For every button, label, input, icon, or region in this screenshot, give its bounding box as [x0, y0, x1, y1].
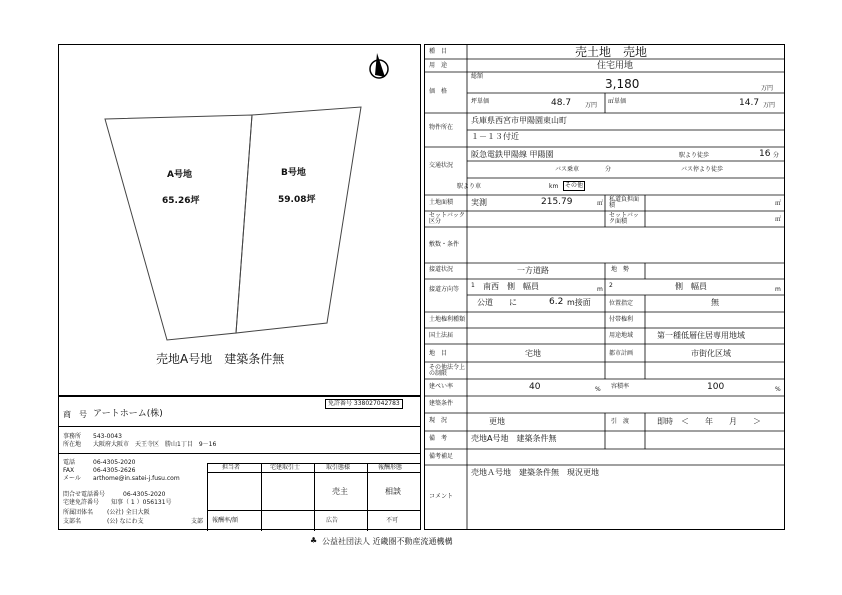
deal-header-fee: 報酬形態 — [378, 464, 403, 471]
inquiry-tel: 06-4305-2020 — [123, 491, 166, 498]
position-value: 無 — [711, 298, 719, 307]
remarks-label: 備 考 — [429, 435, 448, 442]
land-cls-label: 国土法届 — [429, 332, 454, 339]
deal-header-staff: 担当者 — [222, 464, 241, 471]
lot-a-name: A号地 — [167, 170, 192, 180]
mail-label: メール — [63, 475, 81, 482]
comment: 売地Ａ号地 建築条件無 現況更地 — [471, 468, 599, 477]
walk-minutes: 16 — [759, 149, 771, 159]
setback-area-unit: ㎡ — [775, 216, 782, 223]
deal-fee: 相談 — [385, 487, 401, 496]
road2-unit: m — [775, 286, 781, 293]
bus-unit: 分 — [605, 166, 612, 173]
city-plan: 市街化区域 — [691, 349, 731, 358]
type-label: 種 目 — [429, 48, 448, 55]
road1-unit: m — [597, 286, 603, 293]
current-label: 現 況 — [429, 417, 448, 424]
property-type: 売土地 売地 — [575, 45, 648, 59]
public-road: 公道 に — [477, 298, 517, 307]
postal-code: 543-0043 — [93, 433, 122, 440]
land-area-kind: 実測 — [471, 198, 487, 207]
train-line: 阪急電鉄甲陽線 甲陽園 — [471, 150, 554, 159]
handover-label: 引 渡 — [611, 418, 630, 425]
setback-label: セットバック区分 — [429, 212, 465, 225]
footer-org: 公益社団法人 近畿圏不動産流通機構 — [322, 537, 453, 546]
walk-unit: 分 — [773, 152, 780, 159]
other-legal-label: その他法令上の制限 — [429, 364, 466, 377]
price-unit: 万円 — [761, 85, 774, 92]
land-shape-label: 地 勢 — [611, 266, 630, 273]
fax-label: FAX — [63, 467, 75, 474]
assoc: (公社) 全日大阪 — [107, 509, 150, 516]
use-label: 用 途 — [429, 62, 448, 69]
lot-a-shape — [105, 115, 252, 340]
lot-a-area: 65.26坪 — [162, 196, 200, 206]
location-label: 物件所在 — [429, 124, 454, 131]
lot-b-area: 59.08坪 — [278, 195, 316, 205]
lot-b-name: B号地 — [281, 168, 306, 178]
trade-name-label: 商 号 — [63, 410, 87, 419]
km-unit: km — [549, 183, 559, 190]
road2-no: 2 — [609, 282, 613, 289]
branch: (公) なにわ支 — [107, 518, 144, 525]
lot-map — [59, 45, 420, 395]
tel: 06-4305-2020 — [93, 459, 136, 466]
land-area: 215.79 — [541, 197, 573, 207]
far-label: 容積率 — [611, 383, 630, 390]
bus-walk-label: バス停より徒歩 — [681, 166, 724, 173]
ad-value: 不可 — [386, 517, 399, 524]
comment-label: コメント — [429, 493, 454, 500]
road-status: 一方道路 — [517, 266, 549, 275]
address-label: 所在地 — [63, 441, 82, 448]
transport-label: 交通状況 — [429, 162, 454, 169]
branch-suffix: 支部 — [191, 518, 204, 525]
map-caption: 売地A号地 建築条件無 — [156, 352, 285, 366]
position-label: 位置指定 — [609, 300, 634, 307]
private-road-unit: ㎡ — [775, 200, 782, 207]
far: 100 — [707, 382, 725, 392]
setback-area-label: セットバック面積 — [609, 212, 639, 225]
price-label: 価 格 — [429, 88, 448, 95]
deal-mode: 売主 — [332, 487, 348, 496]
sqm-price: 14.7 — [739, 98, 760, 108]
land-area-unit: ㎡ — [597, 200, 604, 207]
coverage-label: 建ぺい率 — [429, 383, 454, 390]
private-road-label: 私道負担面積 — [609, 196, 640, 209]
branch-label: 支部名 — [63, 518, 82, 525]
address: 大阪府大阪市 天王寺区 勝山1丁目 9－16 — [93, 441, 217, 448]
chimoku-label: 地 目 — [429, 350, 448, 357]
zoning: 第一種低層住居専用地域 — [657, 331, 745, 340]
city-plan-label: 都市計画 — [609, 350, 634, 357]
build-cond-label: 建築条件 — [429, 400, 454, 407]
road-dir-label: 接道方向等 — [429, 286, 460, 293]
zoning-label: 用途地域 — [609, 332, 634, 339]
supp-label: 備考補足 — [429, 453, 454, 460]
deal-header-mode: 取引態様 — [326, 464, 351, 471]
spec-panel — [424, 44, 785, 530]
fax: 06-4305-2626 — [93, 467, 136, 474]
far-pct: % — [775, 386, 781, 393]
ad-label: 広告 — [326, 517, 339, 524]
count-label: 敷数・条件 — [429, 241, 460, 248]
inquiry-label: 問合せ電話番号 — [63, 491, 106, 498]
road-status-label: 接道状況 — [429, 266, 454, 273]
other-transport-label: その他 — [565, 182, 584, 189]
coverage: 40 — [529, 382, 541, 392]
north-icon — [370, 53, 388, 78]
price-total-label: 総額 — [471, 73, 484, 80]
trade-name: アートホーム(株) — [93, 409, 163, 419]
office-label: 事務所 — [63, 433, 82, 440]
coverage-pct: % — [595, 386, 601, 393]
tsubo-unit: 万円 — [585, 102, 598, 109]
chimoku: 宅地 — [525, 349, 541, 358]
road1-no: 1 — [471, 282, 475, 289]
company-panel — [58, 396, 421, 530]
frontage: 6.2 — [549, 297, 564, 307]
walk-label: 駅より徒歩 — [679, 152, 710, 159]
deal-header-agent: 宅建取引士 — [270, 464, 301, 471]
frontage-unit: m接面 — [567, 298, 591, 307]
road1: 南西 側 幅員 — [483, 282, 539, 291]
sqm-unit: 万円 — [763, 102, 776, 109]
land-area-label: 土地面積 — [429, 199, 454, 206]
remarks: 売地A号地 建築条件無 — [471, 434, 557, 443]
affix-label: 付帯権利 — [609, 316, 634, 323]
property-use: 住宅用地 — [597, 61, 634, 71]
deal-table — [207, 463, 421, 531]
fee-rate-label: 報酬率/額 — [212, 517, 239, 524]
land-rights-label: 土地権利種類 — [429, 316, 466, 323]
tsubo-price: 48.7 — [551, 98, 572, 108]
lot-b-shape — [236, 107, 361, 333]
location-line2: １－１３付近 — [471, 132, 519, 141]
mail: arthome@in.satei-j.fusu.com — [93, 475, 180, 482]
location-line1: 兵庫県西宮市甲陽園東山町 — [471, 116, 567, 125]
handover: 即時 ＜ 年 月 ＞ — [657, 417, 761, 426]
assoc-label: 所属団体名 — [63, 509, 94, 516]
tel-label: 電話 — [63, 459, 76, 466]
broker-license: 知事（ 1 ）056131号 — [111, 499, 172, 506]
station-car-label: 駅より車 — [457, 183, 482, 190]
license-number: 免許番号 338027042783 — [325, 399, 403, 409]
broker-label: 宅建免許番号 — [63, 499, 100, 506]
price-total: 3,180 — [605, 77, 640, 91]
sqm-label: ㎡単価 — [608, 98, 627, 105]
bus-ride-label: バス乗車 — [555, 166, 580, 173]
current-value: 更地 — [489, 417, 505, 426]
footer-logo-icon: ♣ — [310, 536, 318, 545]
tsubo-label: 坪単価 — [471, 98, 490, 105]
map-panel — [58, 44, 421, 396]
road2: 側 幅員 — [675, 282, 707, 291]
